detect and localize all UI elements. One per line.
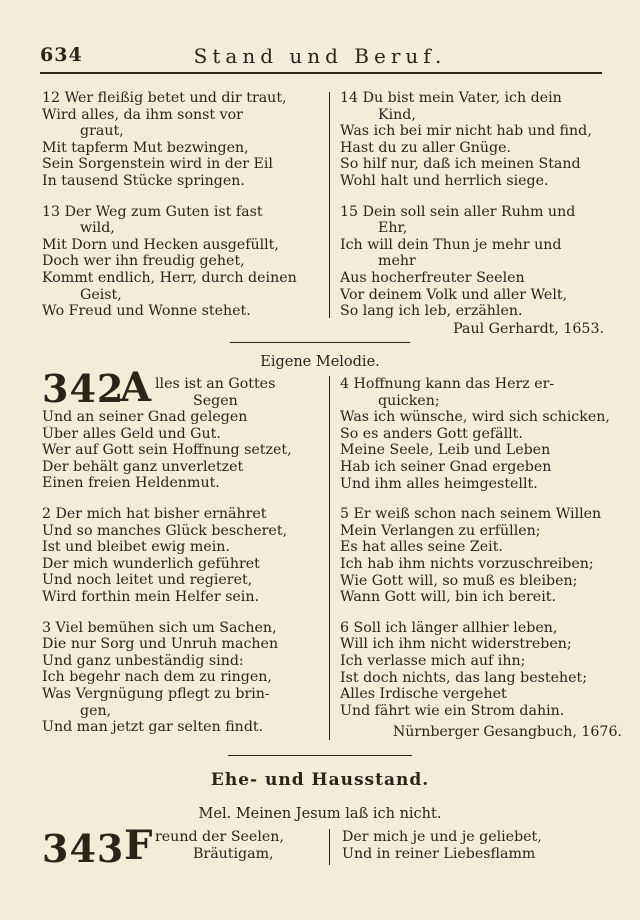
opening-line-2: Segen [193, 392, 238, 409]
running-title: Stand und Beruf. [193, 44, 447, 68]
verse-line: Wann Gott will, bin ich bereit. [340, 589, 556, 606]
verse-line: Kommt endlich, Herr, durch deinen [42, 269, 297, 286]
verse-line: Einen freien Heldenmut. [42, 475, 220, 492]
verse-line: Und ihm alles heimgestellt. [340, 475, 538, 492]
verse-line: wild, [80, 220, 115, 237]
verses-12-13 [42, 90, 324, 320]
verse-line: Vor deinem Volk und aller Welt, [340, 286, 568, 303]
verse-line: Wohl halt und herrlich siege. [340, 172, 549, 189]
verse-line: 6 Soll ich länger allhier leben, [340, 619, 558, 636]
verse-line: Über alles Geld und Gut. [42, 425, 221, 442]
verse-line: Und ganz unbeständig sind: [42, 652, 244, 669]
verse-line: Und noch leitet und regieret, [42, 572, 253, 589]
page-number: 634 [40, 44, 83, 66]
verse-line: Die nur Sorg und Unruh machen [42, 636, 279, 653]
dropcap-343: F [124, 822, 153, 869]
verse-line: quicken; [378, 392, 440, 409]
verse-line: Mein Verlangen zu erfüllen; [340, 522, 541, 539]
attribution-block [340, 321, 604, 338]
verse-line: Hab ich seiner Gnad ergeben [340, 458, 552, 475]
verse-line: Wer auf Gott sein Hoffnung setzet, [42, 442, 292, 459]
verse-line: Wird forthin mein Helfer sein. [42, 588, 259, 605]
verse-line: Aus hocherfreuter Seelen [340, 269, 525, 286]
column-divider-top [329, 92, 330, 318]
verse-line: 14 Du bist mein Vater, ich dein [340, 90, 562, 106]
melody-line-343: Mel. Meinen Jesum laß ich nicht. [198, 806, 442, 822]
column-divider-342 [329, 376, 330, 740]
hymn-343-right-column [342, 829, 622, 862]
verse-line: Sein Sorgenstein wird in der Eil [42, 156, 273, 173]
melody-line-342: Eigene Melodie. [260, 354, 380, 370]
stanza-gap [42, 190, 324, 204]
verse-line: Und fährt wie ein Strom dahin. [340, 702, 565, 719]
verse-line: Hast du zu aller Gnüge. [340, 139, 511, 156]
verse-line: Ich begehr nach dem zu ringen, [42, 669, 272, 686]
verse-line: 2 Der mich hat bisher ernähret [42, 505, 267, 522]
verse-line: Wird alles, da ihm sonst vor [42, 106, 243, 123]
verse-line: Mit tapferm Mut bezwingen, [42, 139, 249, 156]
verse-line: 5 Er weiß schon nach seinem Willen [340, 506, 602, 523]
verse-line: Wie Gott will, so muß es bleiben; [340, 572, 578, 589]
verse-line: So es anders Gott gefällt. [340, 425, 523, 442]
opening-line-1: lles ist an Gottes [155, 376, 276, 392]
verse-line: mehr [378, 253, 416, 270]
verse-line: Wo Freud und Wonne stehet. [42, 303, 251, 320]
hymn-attribution: Paul Gerhardt, 1653. [453, 321, 604, 337]
verse-line: Was ich bei mir nicht hab und find, [340, 123, 592, 140]
hymn-343-right-line-2: Und in reiner Liebesflamm [342, 845, 536, 862]
verse-line: Ich verlasse mich auf ihn; [340, 652, 526, 669]
verses-14-15 [340, 90, 622, 320]
verse-line: Und so manches Glück bescheret, [42, 522, 288, 539]
column-divider-343 [329, 829, 330, 865]
stanza-gap [340, 606, 624, 620]
verse-line: 4 Hoffnung kann das Herz er- [340, 376, 555, 392]
verse-line: Doch wer ihn freudig gehet, [42, 253, 245, 270]
verse-line: gen, [80, 702, 112, 719]
hymn-number-342: 342 [42, 366, 125, 411]
hymn-number-343: 343 [42, 826, 125, 871]
verse-line: Es hat alles seine Zeit. [340, 539, 503, 556]
verse-line: Geist, [80, 286, 122, 303]
hymn-342-left-column [42, 409, 326, 736]
verse-line: So lang ich leb, erzählen. [340, 303, 523, 320]
verse-line: Alles Irdische vergehet [340, 686, 507, 703]
header-rule [40, 72, 602, 74]
verse-line: In tausend Stücke springen. [42, 172, 245, 189]
verse-line: Und an seiner Gnad gelegen [42, 409, 248, 425]
hymn-separator [230, 342, 410, 343]
verse-line: Meine Seele, Leib und Leben [340, 442, 551, 459]
stanza-gap [340, 492, 624, 506]
dropcap-342: A [120, 364, 152, 411]
stanza-gap [42, 492, 326, 506]
verse-line: Der behält ganz unverletzet [42, 458, 244, 475]
verse-line: Was ich wünsche, wird sich schicken, [340, 409, 610, 426]
verse-line: Mit Dorn und Hecken ausgefüllt, [42, 236, 279, 253]
stanza-gap [42, 606, 326, 620]
section-title: Ehe- und Hausstand. [210, 770, 430, 790]
verse-line: Ist doch nichts, das lang bestehet; [340, 669, 587, 686]
hymn-343-line-2: Bräutigam, [193, 845, 274, 862]
hymn-343-line-1: reund der Seelen, [155, 829, 284, 845]
verse-line: Ist und bleibet ewig mein. [42, 539, 230, 556]
verse-line: Kind, [378, 106, 416, 123]
section-separator [228, 755, 412, 756]
hymn-342-right-column [340, 376, 624, 719]
verse-line: Und man jetzt gar selten findt. [42, 719, 264, 736]
verse-line: Der mich wunderlich geführet [42, 555, 260, 572]
page-header [40, 44, 600, 70]
verse-line: So hilf nur, daß ich meinen Stand [340, 156, 581, 173]
verse-line: 12 Wer fleißig betet und dir traut, [42, 90, 287, 106]
verse-line: 3 Viel bemühen sich um Sachen, [42, 619, 277, 636]
hymn-342-attribution: Nürnberger Gesangbuch, 1676. [392, 724, 622, 740]
hymn-342-opening [155, 376, 325, 409]
verse-line: 13 Der Weg zum Guten ist fast [42, 203, 263, 220]
verse-line: graut, [80, 123, 124, 140]
hymn-343-opening [155, 829, 325, 862]
verse-line: 15 Dein soll sein aller Ruhm und [340, 203, 576, 220]
verse-line: Ich hab ihm nichts vorzuschreiben; [340, 555, 594, 572]
stanza-gap [340, 190, 622, 204]
verse-line: Ehr, [378, 220, 408, 237]
hymn-343-right-line-1: Der mich je und je geliebet, [342, 829, 542, 845]
attribution-342-block [340, 724, 622, 741]
verse-line: Ich will dein Thun je mehr und [340, 236, 562, 253]
verse-line: Was Vergnügung pflegt zu brin- [42, 685, 270, 702]
verse-line: Will ich ihm nicht widerstreben; [340, 636, 572, 653]
